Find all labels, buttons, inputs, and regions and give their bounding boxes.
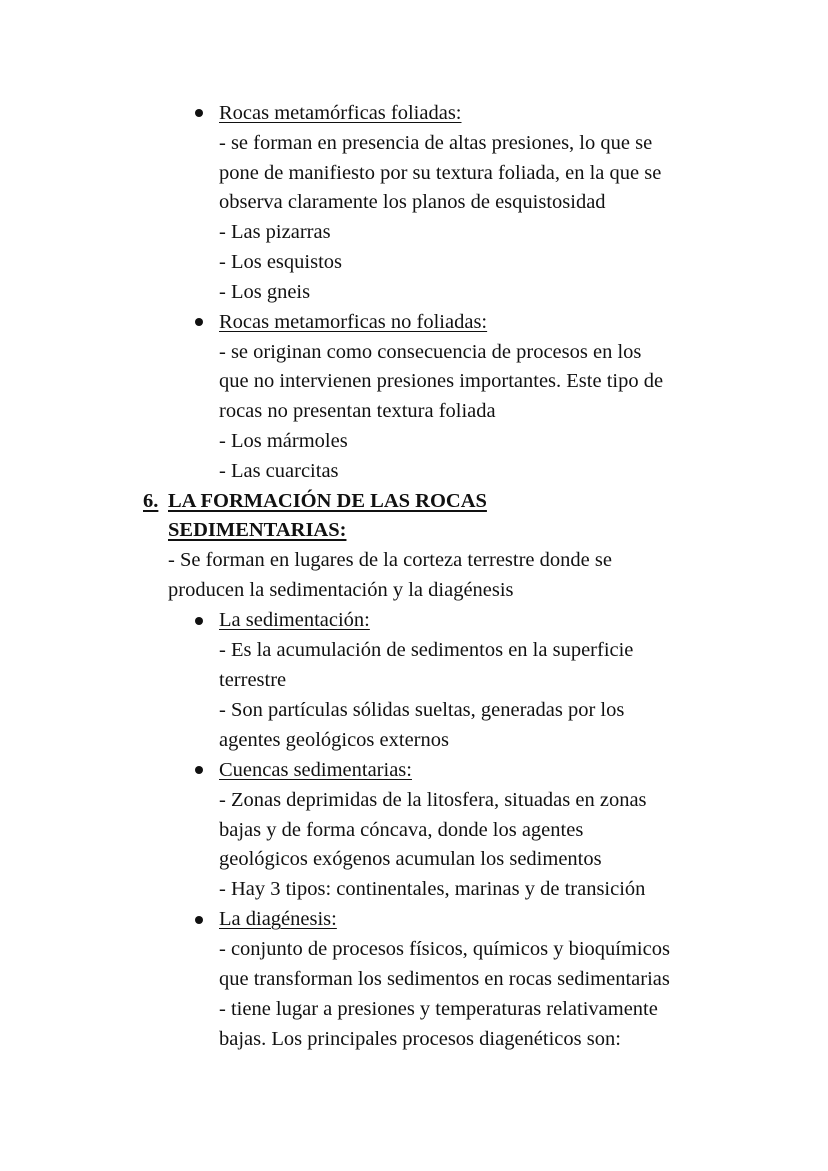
bullet-dot xyxy=(195,109,203,117)
text-line: - Las cuarcitas xyxy=(219,460,339,482)
text-line: - tiene lugar a presiones y temperaturas relativamente xyxy=(219,998,658,1020)
text-line: producen la sedimentación y la diagénesis xyxy=(168,579,514,601)
text-line: pone de manifiesto por su textura foliada, en la que se xyxy=(219,162,662,184)
text-line: observa claramente los planos de esquistosidad xyxy=(219,191,606,213)
bullet-dot xyxy=(195,916,203,924)
text-line: - se forman en presencia de altas presiones, lo que se xyxy=(219,132,653,154)
section-heading: SEDIMENTARIAS: xyxy=(168,519,347,541)
section-number: 6. xyxy=(143,490,159,512)
text-line: que transforman los sedimentos en rocas sedimentarias xyxy=(219,968,670,990)
text-line: - Zonas deprimidas de la litosfera, situadas en zonas xyxy=(219,789,647,811)
text-line: terrestre xyxy=(219,669,287,691)
text-line: bajas. Los principales procesos diagenéticos son: xyxy=(219,1028,621,1050)
text-line: - Son partículas sólidas sueltas, generadas por los xyxy=(219,699,625,721)
bullet-title: Cuencas sedimentarias: xyxy=(219,759,412,781)
text-line: - Es la acumulación de sedimentos en la superficie xyxy=(219,639,634,661)
text-line: - Los gneis xyxy=(219,281,311,303)
text-line: - se originan como consecuencia de procesos en los xyxy=(219,341,642,363)
section-heading: LA FORMACIÓN DE LAS ROCAS xyxy=(168,490,487,512)
bullet-title: Rocas metamórficas foliadas: xyxy=(219,102,462,124)
text-line: - Los mármoles xyxy=(219,430,348,452)
text-line: agentes geológicos externos xyxy=(219,729,449,751)
bullet-dot xyxy=(195,766,203,774)
text-line: - Se forman en lugares de la corteza terrestre donde se xyxy=(168,549,612,571)
text-line: que no intervienen presiones importantes. Este tipo de xyxy=(219,370,664,392)
bullet-dot xyxy=(195,617,203,625)
bullet-title: La sedimentación: xyxy=(219,609,370,631)
text-line: - Hay 3 tipos: continentales, marinas y de transición xyxy=(219,878,646,900)
text-line: - conjunto de procesos físicos, químicos y bioquímicos xyxy=(219,938,670,960)
bullet-title: La diagénesis: xyxy=(219,908,337,930)
text-line: - Las pizarras xyxy=(219,221,331,243)
text-line: rocas no presentan textura foliada xyxy=(219,400,496,422)
text-line: geológicos exógenos acumulan los sedimentos xyxy=(219,848,602,870)
bullet-title: Rocas metamorficas no foliadas: xyxy=(219,311,488,333)
text-line: bajas y de forma cóncava, donde los agentes xyxy=(219,819,584,841)
text-line: - Los esquistos xyxy=(219,251,342,273)
bullet-dot xyxy=(195,318,203,326)
